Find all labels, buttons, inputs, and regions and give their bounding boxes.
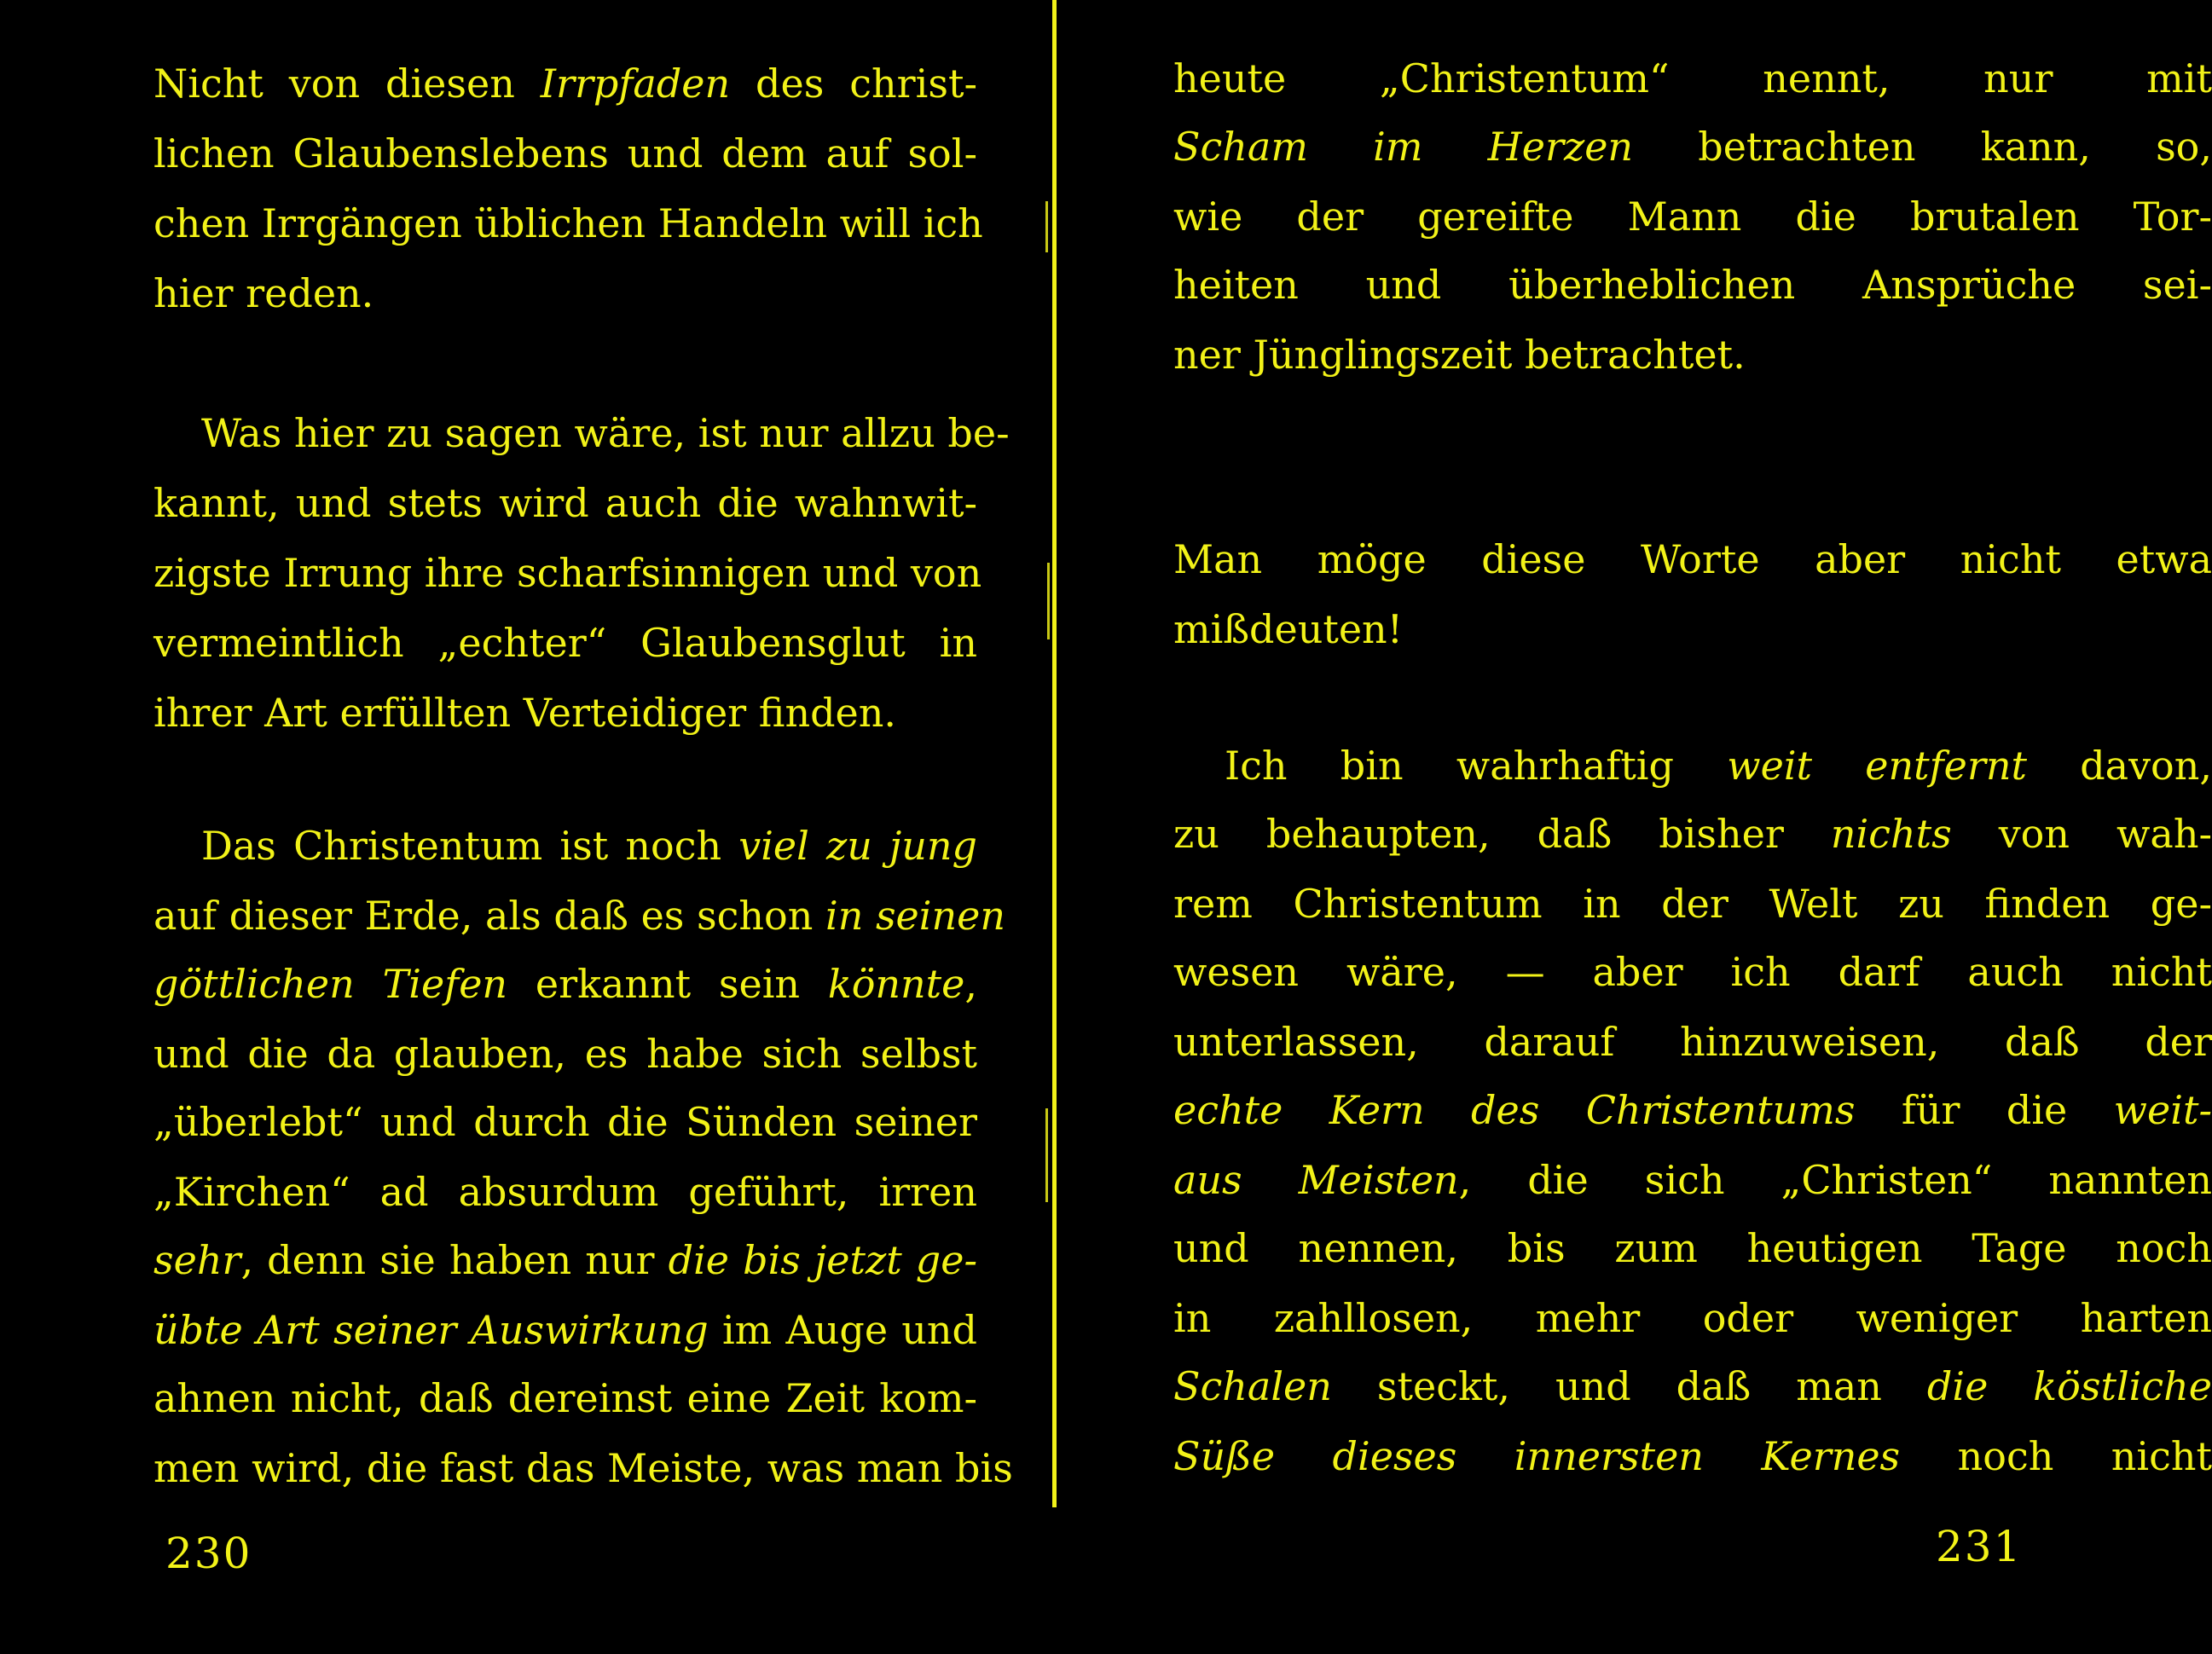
- text-run: davon,: [2026, 743, 2212, 789]
- text-line: [153, 1028, 977, 1079]
- left-page: [0, 0, 1049, 1654]
- text-line: [153, 128, 977, 179]
- text-run: „überlebt“ und durch die Sünden seiner: [153, 1099, 977, 1145]
- gutter-speck: [1045, 1108, 1048, 1202]
- text-run: wesen wäre, — aber ich darf auch nicht: [1173, 949, 2212, 995]
- text-line: [153, 687, 977, 738]
- page-number: 231: [1936, 1522, 2023, 1571]
- italic-run: echte Kern des Christentums: [1173, 1087, 1856, 1133]
- italic-run: sehr: [153, 1237, 241, 1283]
- italic-run: die bis jetzt ge-: [668, 1237, 977, 1283]
- text-run: für die: [1855, 1087, 2114, 1133]
- text-run: heiten und überheblichen Ansprüche sei-: [1173, 262, 2212, 308]
- text-run: , die sich „Christen“ nannten: [1458, 1157, 2212, 1203]
- text-run: und die da glauben, es habe sich selbst: [153, 1031, 977, 1077]
- text-line: [1173, 604, 2212, 655]
- right-page: [1057, 0, 2212, 1654]
- text-run: in zahllosen, mehr oder weniger harten: [1173, 1295, 2212, 1341]
- text-line: [153, 890, 1005, 941]
- text-run: Das Christentum ist noch: [201, 823, 739, 869]
- page-number: 230: [165, 1529, 252, 1578]
- text-line: [1225, 740, 2212, 791]
- italic-run: Schalen: [1173, 1363, 1332, 1409]
- italic-run: weit entfernt: [1727, 743, 2027, 789]
- gutter-speck: [1045, 201, 1048, 252]
- text-line: [1173, 878, 2212, 929]
- text-line: [1173, 1016, 2212, 1067]
- text-run: „Kirchen“ ad absurdum geführt, irren: [153, 1169, 977, 1215]
- text-run: ner Jünglingszeit betrachtet.: [1173, 332, 1746, 378]
- text-line: [201, 408, 1010, 459]
- text-line: [1173, 1431, 2212, 1482]
- text-line: [1173, 191, 2212, 242]
- text-line: [1173, 1361, 2212, 1412]
- italic-run: göttlichen Tiefen: [153, 961, 508, 1007]
- text-line: [153, 477, 977, 529]
- text-run: unterlassen, darauf hinzuweisen, daß der: [1173, 1019, 2212, 1065]
- text-line: [1173, 808, 2212, 859]
- text-run: betrachten kann, so,: [1633, 124, 2212, 170]
- text-run: wie der gereifte Mann die brutalen Tor-: [1173, 194, 2212, 240]
- text-line: [1173, 259, 2212, 310]
- text-run: men wird, die fast das Meiste, was man bis: [153, 1445, 1013, 1491]
- text-line: [1173, 946, 2212, 998]
- text-run: mißdeuten!: [1173, 606, 1404, 652]
- text-line: [1173, 1154, 2212, 1206]
- text-run: ihrer Art erfüllten Verteidiger finden.: [153, 690, 897, 736]
- text-line: [153, 617, 977, 668]
- text-run: noch nicht: [1900, 1433, 2212, 1479]
- text-run: chen Irrgängen üblichen Handeln will ich: [153, 200, 983, 246]
- text-line: [1173, 329, 2212, 380]
- italic-run: weit-: [2113, 1087, 2212, 1133]
- text-run: und nennen, bis zum heutigen Tage noch: [1173, 1225, 2212, 1271]
- text-line: [153, 1096, 977, 1148]
- text-run: steckt, und daß man: [1331, 1363, 1927, 1409]
- text-run: von wah-: [1951, 811, 2212, 857]
- italic-run: in seinen: [825, 893, 1005, 939]
- text-run: heute „Christentum“ nennt, nur mit: [1173, 55, 2212, 101]
- text-line: [201, 820, 977, 871]
- italic-run: Süße dieses innersten Kernes: [1173, 1433, 1901, 1479]
- text-run: , denn sie haben nur: [240, 1237, 669, 1283]
- text-run: zu behaupten, daß bisher: [1173, 811, 1831, 857]
- gutter-line: [1052, 0, 1057, 1507]
- text-run: Ich bin wahrhaftig: [1225, 743, 1728, 789]
- text-line: [153, 1166, 977, 1217]
- gutter-speck: [1047, 563, 1050, 639]
- text-line: [153, 1235, 977, 1286]
- text-run: auf dieser Erde, als daß es schon: [153, 893, 825, 939]
- text-run: Was hier zu sagen wäre, ist nur allzu be-: [201, 410, 1010, 456]
- italic-run: nichts: [1830, 811, 1952, 857]
- italic-run: könnte: [827, 961, 965, 1007]
- text-line: [153, 958, 977, 1009]
- italic-run: übte Art seiner Auswirkung: [153, 1307, 709, 1353]
- italic-run: die köstliche: [1926, 1363, 2212, 1409]
- italic-run: aus Meisten: [1173, 1157, 1459, 1203]
- italic-run: viel zu jung: [738, 823, 977, 869]
- text-run: erkannt sein: [507, 961, 828, 1007]
- text-run: Man möge diese Worte aber nicht etwa: [1173, 536, 2212, 582]
- text-line: [1173, 1084, 2212, 1136]
- text-run: lichen Glaubenslebens und dem auf sol-: [153, 130, 977, 176]
- italic-run: Scham im Herzen: [1173, 124, 1634, 170]
- text-run: ahnen nicht, daß dereinst eine Zeit kom-: [153, 1375, 977, 1421]
- text-line: [1173, 53, 2212, 104]
- text-line: [153, 1443, 1013, 1494]
- text-line: [1173, 121, 2212, 172]
- text-line: [153, 268, 977, 319]
- text-line: [1173, 1293, 2212, 1344]
- text-run: ,: [964, 961, 978, 1007]
- text-line: [1173, 1223, 2212, 1274]
- text-line: [153, 1304, 977, 1356]
- text-run: rem Christentum in der Welt zu finden ge-: [1173, 881, 2212, 927]
- text-run: des christ-: [730, 61, 977, 107]
- text-line: [1173, 534, 2212, 585]
- text-run: Nicht von diesen: [153, 61, 541, 107]
- text-run: im Auge und: [708, 1307, 977, 1353]
- text-line: [153, 1373, 977, 1424]
- text-run: kannt, und stets wird auch die wahnwit-: [153, 480, 977, 526]
- text-line: [153, 198, 983, 249]
- text-run: hier reden.: [153, 270, 374, 316]
- text-run: zigste Irrung ihre scharfsinnigen und von: [153, 550, 982, 596]
- text-run: vermeintlich „echter“ Glaubensglut in: [153, 620, 977, 666]
- text-line: [153, 58, 977, 109]
- text-line: [153, 547, 982, 599]
- italic-run: Irrpfaden: [540, 61, 731, 107]
